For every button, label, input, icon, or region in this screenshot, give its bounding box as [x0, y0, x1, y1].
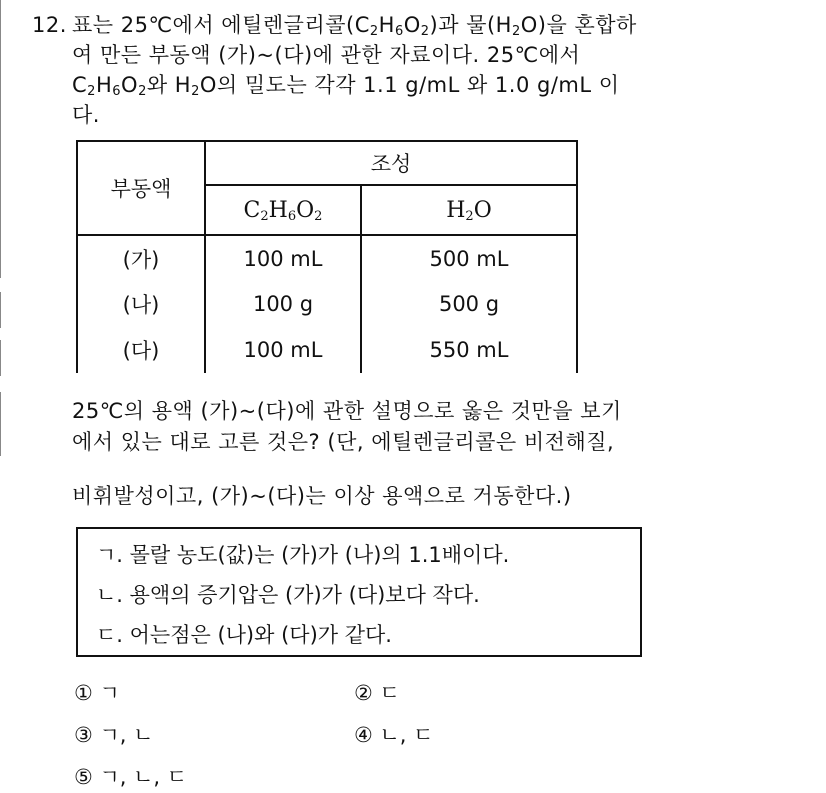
question-number: 12. [32, 13, 67, 37]
row-c2h6o2: 100 mL [205, 327, 361, 373]
statements-box [76, 527, 642, 657]
table-row [77, 235, 577, 281]
header-composition: 조성 [205, 141, 577, 185]
prompt-line-2: 에서 있는 대로 고른 것은? (단, 에틸렌글리콜은 비전해질, [72, 430, 615, 454]
header-h2o: $H_2O$ [361, 185, 577, 235]
row-name: (가) [77, 235, 205, 281]
row-c2h6o2: 100 g [205, 281, 361, 327]
stem-line-2: 여 만든 부동액 (가)~(다)에 관한 자료이다. 25℃에서 [72, 43, 581, 67]
row-name: (나) [77, 281, 205, 327]
margin-line [0, 292, 1, 328]
choice-1[interactable]: ① ㄱ [74, 681, 120, 705]
margin-line [0, 0, 1, 278]
header-liquid: 부동액 [77, 141, 205, 235]
row-name: (다) [77, 327, 205, 373]
statement-c: ㄷ. 어는점은 (나)와 (다)가 같다. [96, 623, 392, 647]
question-stem [32, 10, 762, 130]
statement-b: ㄴ. 용액의 증기압은 (가)가 (다)보다 작다. [96, 583, 480, 607]
row-h2o: 500 mL [361, 235, 577, 281]
question-prompt [72, 396, 772, 458]
choice-2[interactable]: ② ㄷ [354, 681, 400, 705]
row-h2o: 500 g [361, 281, 577, 327]
table-row [77, 281, 577, 327]
stem-line-4: 다. [72, 103, 100, 127]
choice-5[interactable]: ⑤ ㄱ, ㄴ, ㄷ [74, 765, 188, 789]
table-row [77, 327, 577, 373]
stem-line-1: 표는 25℃에서 에틸렌글리콜$(C_2H_6O_2)$과 물$(H_2O)$을 혼합하 [72, 13, 637, 39]
composition-table [76, 140, 578, 373]
choice-3[interactable]: ③ ㄱ, ㄴ [74, 723, 154, 747]
stem-line-3: $C_2H_6O_2$와 $H_2O$의 밀도는 각각 1.1 g/mL 와 1.0 g/mL 이 [72, 73, 620, 99]
prompt-line-3: 비휘발성이고, (가)~(다)는 이상 용액으로 거동한다.) [72, 484, 572, 508]
margin-line [0, 340, 1, 376]
prompt-line-1: 25℃의 용액 (가)~(다)에 관한 설명으로 옳은 것만을 보기 [72, 399, 622, 423]
margin-line [0, 392, 1, 456]
row-h2o: 550 mL [361, 327, 577, 373]
row-c2h6o2: 100 mL [205, 235, 361, 281]
statement-a: ㄱ. 몰랄 농도(값)는 (가)가 (나)의 1.1배이다. [96, 543, 510, 567]
header-c2h6o2: $C_2H_6O_2$ [205, 185, 361, 235]
choice-4[interactable]: ④ ㄴ, ㄷ [354, 723, 434, 747]
